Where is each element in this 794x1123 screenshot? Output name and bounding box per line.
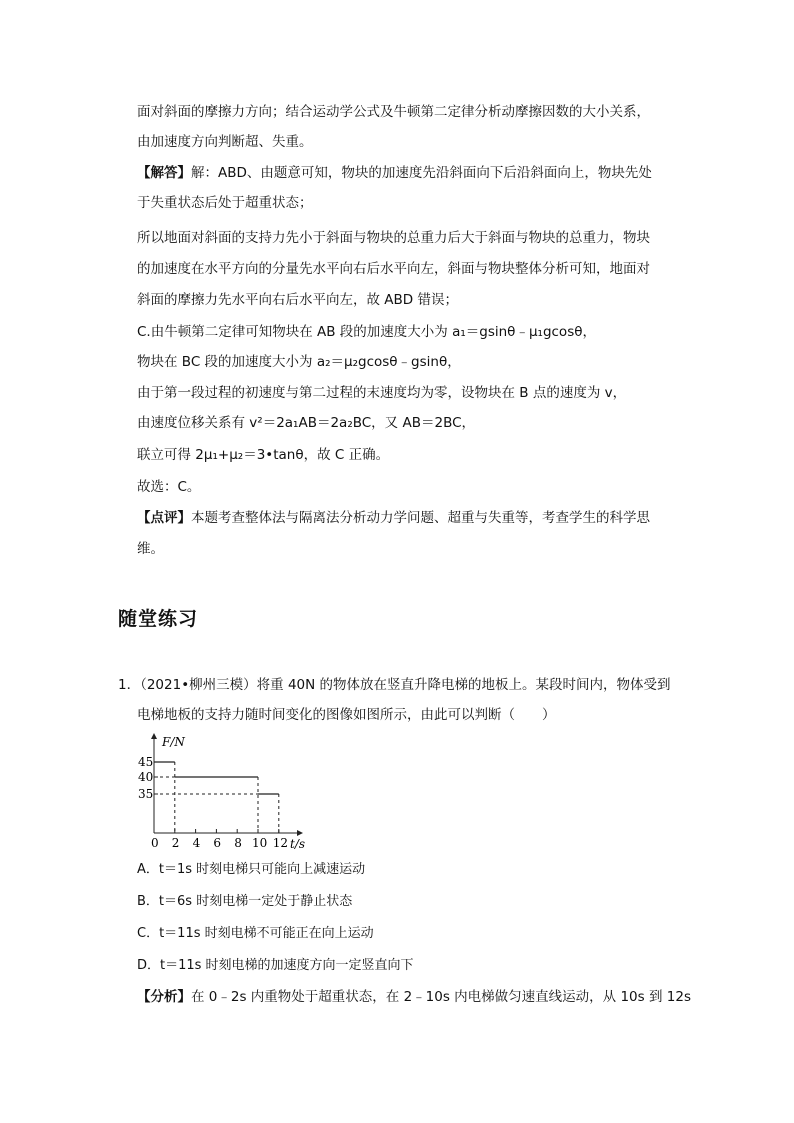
solution-line-3-text: 解：ABD、由题意可知，物块的加速度先沿斜面向下后沿斜面向上，物块先处 bbox=[191, 165, 652, 181]
y-tick-label-45: 45 bbox=[138, 755, 154, 769]
solution-line-11: 由速度位移关系有 v²＝2a₁AB＝2a₂BC，又 AB＝2BC， bbox=[137, 415, 476, 431]
fenxi-line bbox=[137, 988, 691, 1006]
x-tick-label-0: 0 bbox=[151, 836, 159, 850]
solution-line-1: 面对斜面的摩擦力方向；结合运动学公式及牛顿第二定律分析动摩擦因数的大小关系， bbox=[137, 104, 650, 120]
solution-line-8: C.由牛顿第二定律可知物块在 AB 段的加速度大小为 a₁＝gsinθ﹣μ₁gcosθ， bbox=[137, 324, 596, 340]
question-line-2: 电梯地板的支持力随时间变化的图像如图所示，由此可以判断（ ） bbox=[137, 707, 556, 723]
jieda-label: 【解答】 bbox=[137, 165, 191, 181]
x-tick-label-12: 12 bbox=[272, 836, 289, 850]
solution-line-7: 斜面的摩擦力先水平向右后水平向左，故 ABD 错误； bbox=[137, 292, 458, 308]
solution-line-13: 故选：C。 bbox=[137, 479, 201, 495]
x-tick-label-8: 8 bbox=[234, 836, 242, 850]
question-line-1: 1．（2021•柳州三模）将重 40N 的物体放在竖直升降电梯的地板上。某段时间内，物体受到 bbox=[118, 677, 671, 693]
solution-line-14 bbox=[137, 509, 650, 527]
solution-line-15: 维。 bbox=[137, 541, 164, 557]
solution-line-5: 所以地面对斜面的支持力先小于斜面与物块的总重力后大于斜面与物块的总重力，物块 bbox=[137, 230, 650, 246]
x-tick-label-6: 6 bbox=[213, 836, 222, 850]
solution-line-2: 由加速度方向判断超、失重。 bbox=[137, 134, 313, 150]
option-d[interactable]: D．t＝11s 时刻电梯的加速度方向一定竖直向下 bbox=[137, 958, 414, 973]
section-title: 随堂练习 bbox=[118, 608, 199, 630]
solution-line-6: 的加速度在水平方向的分量先水平向右后水平向左，斜面与物块整体分析可知，地面对 bbox=[137, 261, 650, 277]
solution-line-14-text: 本题考查整体法与隔离法分析动力学问题、超重与失重等，考查学生的科学思 bbox=[191, 510, 650, 526]
solution-line-10: 由于第一段过程的初速度与第二过程的末速度均为零，设物块在 B 点的速度为 v， bbox=[137, 385, 627, 401]
x-tick-label-10: 10 bbox=[252, 836, 268, 850]
y-tick-label-35: 35 bbox=[138, 787, 154, 801]
fenxi-label: 【分析】 bbox=[137, 989, 191, 1005]
solution-line-3 bbox=[137, 164, 652, 182]
option-b[interactable]: B．t＝6s 时刻电梯一定处于静止状态 bbox=[137, 894, 353, 909]
solution-line-4: 于失重状态后处于超重状态； bbox=[137, 195, 313, 211]
option-a[interactable]: A．t＝1s 时刻电梯只可能向上减速运动 bbox=[137, 862, 366, 877]
option-c[interactable]: C．t＝11s 时刻电梯不可能正在向上运动 bbox=[137, 926, 374, 941]
fenxi-text: 在 0﹣2s 内重物处于超重状态，在 2﹣10s 内电梯做匀速直线运动，从 10s 到 12s bbox=[191, 989, 691, 1005]
dianping-label: 【点评】 bbox=[137, 510, 191, 526]
x-tick-label-2: 2 bbox=[171, 836, 180, 850]
x-tick-label-4: 4 bbox=[192, 836, 201, 850]
solution-line-12: 联立可得 2μ₁+μ₂＝3•tanθ，故 C 正确。 bbox=[137, 447, 390, 463]
y-tick-label-40: 40 bbox=[138, 770, 154, 784]
solution-line-9: 物块在 BC 段的加速度大小为 a₂＝μ₂gcosθ﹣gsinθ， bbox=[137, 354, 461, 370]
y-axis-label: F/N bbox=[162, 735, 185, 749]
x-axis-label: t/s bbox=[290, 837, 306, 851]
force-time-chart bbox=[138, 730, 318, 852]
